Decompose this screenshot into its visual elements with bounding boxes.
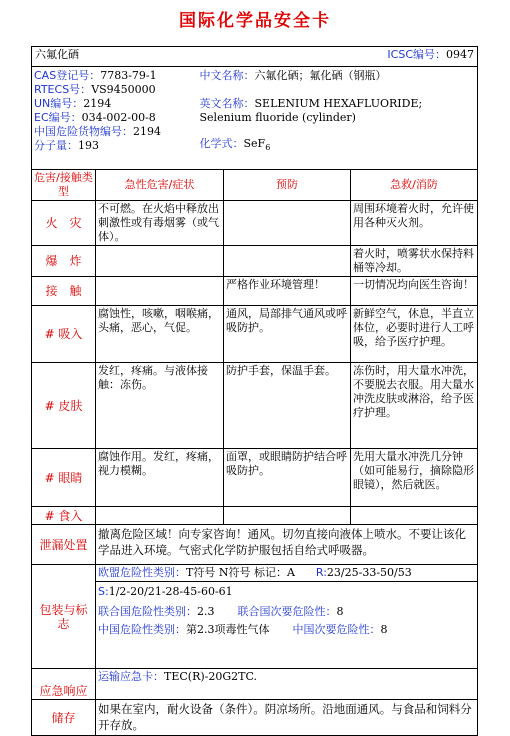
col-firstaid: 急救/消防 bbox=[351, 170, 478, 201]
card-title: 国际化学品安全卡 bbox=[179, 11, 331, 31]
packaging-row: 包装与标志 欧盟危险性类别：T符号 N符号 标记：A R:23/25-33-50/53 S:1/2-20/21-28-45-60-61 联合国危险性类别：2.3 联合国次要危险性：8 中国危险性类别：第2.3项毒性气体 中国次要危险性：8 bbox=[32, 565, 478, 669]
table-row: # 吸入 腐蚀性，咳嗽，咽喉痛，头痛，恶心，气促。 通风，局部排气通风或呼吸防护。 新鲜空气，休息，半直立体位，必要时进行人工呼吸，给予医疗护理。 bbox=[32, 306, 478, 363]
icsc-number: ICSC编号：0947 bbox=[207, 47, 478, 67]
table-row: 接 触 严格作业环境管理！ 一切情况均向医生咨询！ bbox=[32, 277, 478, 306]
header-table bbox=[31, 46, 478, 67]
col-prevention: 预防 bbox=[224, 170, 351, 201]
col-hazard: 急性危害/症状 bbox=[96, 170, 224, 201]
safety-card bbox=[31, 46, 477, 736]
table-row: # 食入 bbox=[32, 507, 478, 525]
table-row: # 眼睛 腐蚀作用。发红，疼痛，视力模糊。 面罩，或眼睛防护结合呼吸防护。 先用大量水冲洗几分钟（如可能易行，摘除隐形眼镜），然后就医。 bbox=[32, 449, 478, 507]
hazard-table bbox=[31, 169, 478, 525]
col-type: 危害/接触类型 bbox=[32, 170, 96, 201]
table-row: # 皮肤 发红，疼痛。与液体接触：冻伤。 防护手套，保温手套。 冻伤时，用大量水冲洗，不要脱去衣服。用大量水冲洗皮肤或淋浴，给予医疗护理。 bbox=[32, 363, 478, 449]
table-row: 爆 炸 着火时，喷雾状水保持料桶等冷却。 bbox=[32, 246, 478, 277]
table-row: 火 灾 不可燃。在火焰中释放出刺激性或有毒烟雾（或气体）。 周围环境着火时，允许使用各种灭火剂。 bbox=[32, 201, 478, 246]
storage-row: 储存 如果在室内，耐火设备（条件）。阴凉场所。沿地面通风。与食品和饲料分开存放。 bbox=[32, 700, 478, 736]
substance-name: 六氟化硒 bbox=[32, 47, 207, 67]
identifiers: CAS登记号：7783-79-1 RTECS号：VS9450000 UN编号：2194 EC编号：034-002-00-8 中国危险货物编号：2194 分子量：193 bbox=[32, 67, 198, 170]
spill-row: 泄漏处置 撤离危险区域！向专家咨询！通风。切勿直接向液体上喷水。不要让该化学品进入环境。气密式化学防护服包括自给式呼吸器。 bbox=[32, 525, 478, 565]
info-table bbox=[31, 524, 478, 736]
names-formula: 中文名称：六氟化硒；氟化硒（钢瓶） 英文名称：SELENIUM HEXAFLUORIDE; Selenium fluoride (cylinder) 化学式：SeF$_6$ bbox=[198, 67, 478, 170]
emergency-row: 应急响应 运输应急卡：TEC(R)-20G2TC. bbox=[32, 669, 478, 700]
identity-table bbox=[31, 66, 478, 170]
